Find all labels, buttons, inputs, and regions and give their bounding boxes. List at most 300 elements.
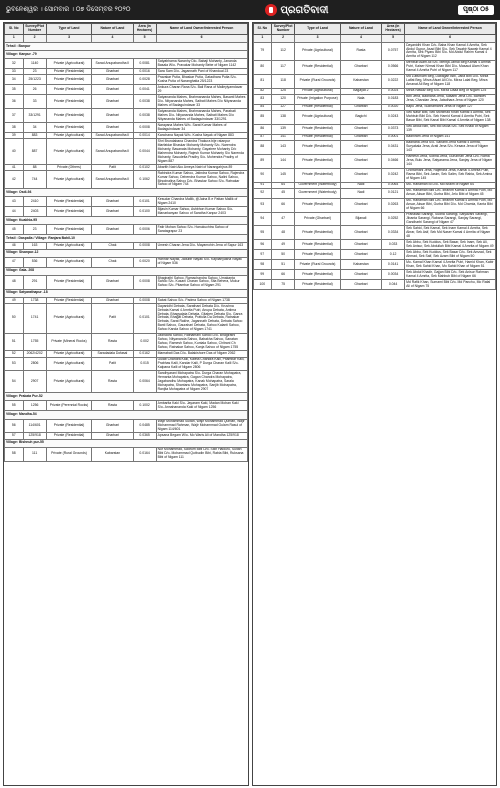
table-cell: 88 — [253, 140, 272, 154]
table-cell: Private (Residential) — [295, 104, 341, 110]
table-row — [253, 94, 496, 104]
table-cell: 90 — [253, 168, 272, 182]
column-index: 3 — [46, 34, 92, 42]
table-cell: Harihar Nayak, Jadubir Nayak S/o- Kapilanyakha Nayak of Nigam 536 — [156, 257, 247, 267]
table-cell: Bapu Jena, Sudhamanni Jena of Nigam 127 — [405, 104, 496, 110]
table-cell: 120 — [272, 94, 295, 104]
table-cell: 36 — [5, 95, 24, 109]
table-cell: Private (Residential) — [46, 419, 92, 433]
table-cell: Private (Irrigation Purpose) — [295, 94, 341, 104]
table-cell: Bijasin Kumar Sahoo, Ashbhon Kumar Sahoo S/o- Manarkanyan Sahoo of Saratha Kanpur 2403 — [156, 207, 247, 217]
column-header: Sl. No — [253, 24, 272, 35]
land-table-right — [253, 23, 497, 290]
table-cell: 883 — [23, 133, 46, 139]
table-cell: 52 — [5, 351, 24, 357]
column-index: 1 — [253, 34, 272, 42]
table-cell: Gharbari — [340, 240, 381, 250]
table-row — [253, 140, 496, 154]
table-cell: 23 — [23, 225, 46, 235]
table-cell: Gharbari — [92, 85, 133, 95]
table-cell: 49 — [5, 298, 24, 304]
table-cell: 47 — [5, 257, 24, 267]
table-cell: Bagichi — [340, 110, 381, 124]
table-cell: 0.0485 — [133, 419, 156, 433]
table-cell: Gharbari — [92, 419, 133, 433]
table-row — [5, 139, 248, 165]
table-cell: 66 — [272, 270, 295, 280]
table-cell: 1738 — [23, 298, 46, 304]
table-cell: Private (Rural Grounds) — [295, 74, 341, 88]
table-cell: Sara Sam D/o- Jagannath Pani of Khandual 23 — [156, 69, 247, 75]
table-cell: 43 — [5, 197, 24, 207]
table-cell: Private (Residential) — [295, 250, 341, 260]
section-label: Village: Sisanpur-12 — [5, 249, 248, 257]
table-row — [253, 154, 496, 168]
table-cell: 0.0252 — [382, 212, 405, 226]
table-cell: 92 — [253, 188, 272, 198]
table-cell: Bibi Jena, Badhana Jena, Sasanti Jena D/o- Bamdev Jena, Chandan Jena, Jatadhara Jena of Nigam 120 — [405, 94, 496, 104]
table-cell: Private (Residential) — [46, 433, 92, 439]
table-cell: Gharbari — [92, 433, 133, 439]
table-cell: Gharbari — [340, 104, 381, 110]
table-cell: 0.0222 — [382, 74, 405, 88]
table-cell: Kesudar Chandra Mallik, @Jaina B e Pattan Mallik of Nigam 2410 — [156, 197, 247, 207]
table-cell: Gharbari — [92, 298, 133, 304]
table-row — [253, 240, 496, 250]
table-row — [5, 257, 248, 267]
table-cell: Fatir Mohan Sahoo S/o- Hanukuchtra Sahoo of Saratagrapur 23 — [156, 225, 247, 235]
table-cell: Private (Residential) — [46, 275, 92, 289]
table-cell: Rasta — [92, 333, 133, 351]
table-cell: Chak — [92, 257, 133, 267]
table-cell: 0.0100 — [133, 207, 156, 217]
table-cell: 1741 — [23, 304, 46, 334]
table-cell: 0.0028 — [133, 75, 156, 85]
table-row — [5, 197, 248, 207]
table-cell: Nala — [340, 94, 381, 104]
table-cell: Satyabhama Naranhy Dio- Babaji Mohanty, Jananda Basala W/o- Pravakar Mohanty Bebe of Nigam 1142 — [156, 59, 247, 69]
column-index: 2 — [23, 34, 46, 42]
column-header: Nature of Land — [340, 24, 381, 35]
table-cell: 23 — [23, 69, 46, 75]
column-header: Survey/Plot Number — [23, 24, 46, 35]
table-cell: Sarad Anupabandha II — [92, 171, 133, 189]
table-cell: Nadi — [340, 188, 381, 198]
right-column — [252, 22, 498, 786]
table-cell: Gharbari — [92, 207, 133, 217]
table-cell: 47 — [272, 212, 295, 226]
table-cell: 0.0334 — [382, 226, 405, 240]
table-cell: Private (Residential) — [46, 298, 92, 304]
table-cell: 145 — [272, 168, 295, 182]
column-index: 5 — [382, 34, 405, 42]
table-cell: Sarad Anupabandha II — [92, 59, 133, 69]
table-row — [253, 280, 496, 290]
table-cell: 141 — [272, 134, 295, 140]
table-cell: Government (Waterbody) — [295, 188, 341, 198]
table-cell: Jadhadra Sahoo, Ratnamani Sahoo D/o- Bhagirathi Sahoo, Nityananda Sahoo, Babakha Sahoo, Sanatan Sahoo, Ramesh Sahoo, Kuntala Sahoo, Chitrani Ch Sahoo, Ratnakar Sahoo, Kanja Sahoo of Nigam 1755 — [156, 333, 247, 351]
table-cell: 93 — [253, 198, 272, 212]
table-cell: 0.0064 — [133, 371, 156, 393]
table-row — [5, 304, 248, 334]
table-cell: Private (Residential) — [46, 207, 92, 217]
table-cell: Private (Agricultural) — [46, 133, 92, 139]
table-cell: Private (Residential) — [46, 69, 92, 75]
column-header: Name of Land Owner/Interested Person — [405, 24, 496, 35]
table-cell: 2806 — [23, 357, 46, 371]
table-cell: Bhagirathi Sahoo, Ramachandra Sahoo, Umakanta Sahoo S/o- Kusani Charan Sahoo, Sita Behera, Mukur Sahoo S/o- Pitambar Sahoo of Nigam 291 — [156, 275, 247, 289]
table-cell: Mehbub Alam Ali S/o- Mehtja Jamal Beg Kamal 4 Amrita Putri, Kaiser Nirmal Khan Bibi D/o- Masaud Alam Khan Kamal 4 Amrita Putri of Nigam 117 — [405, 60, 496, 74]
table-cell: Private (Residential) — [46, 85, 92, 95]
section-label: Tehsil : Daspalla / Village: Ranjara Bahil-10 — [5, 235, 248, 243]
table-cell: Private (Residential) — [46, 225, 92, 235]
table-cell: Ramesh Jena, Sobha Jena, Gurubhari Jena D/o- Rama Jena, Bulu Jena, Satyarama Jena, Sanjay Jena of Nigam 144 — [405, 154, 496, 168]
table-cell: 0.044 — [382, 280, 405, 290]
table-cell: Patit — [92, 304, 133, 334]
table-cell: Kabarstan — [340, 260, 381, 270]
section-label: Village: Satyarathapur -18 — [5, 289, 248, 297]
table-cell: Government (Waterbody) — [295, 182, 341, 188]
table-cell: Gharbari — [340, 140, 381, 154]
table-cell: Private (Perennial Rocks) — [46, 401, 92, 411]
table-cell: 0.0164 — [133, 447, 156, 461]
table-cell: 0.12 — [382, 250, 405, 260]
table-cell: 2410 — [23, 197, 46, 207]
column-index: 4 — [340, 34, 381, 42]
table-cell: 0.0016 — [133, 69, 156, 75]
table-cell: Shri Brundabana Chandra Thakura bije ratanpur Marfatdar Bhaskar Mohanty Mohanty S/o- Narendra Mohanty, Basanata Mohanty, Gayatree Mohanty D/o Mahendra Mohanty, Rajesh Kumar Mohanty S/o Narenda Mohanty, Sasudelta Pradhy S/o- Mohendra Pradhy of Nigam 887 — [156, 139, 247, 165]
table-cell: 291 — [23, 275, 46, 289]
table-cell: 114/601 — [23, 419, 46, 433]
table-cell: 744 — [23, 171, 46, 189]
table-cell: Ankura Charan Rana S/o- Bali Rana of Malleyiyamdavar 29 — [156, 85, 247, 95]
table-cell: 87 — [253, 134, 272, 140]
column-header: Survey/Plot Number — [272, 24, 295, 35]
table-cell: 25/1223 — [23, 75, 46, 85]
column-index: 5 — [133, 34, 156, 42]
table-cell: 33 — [5, 69, 24, 75]
table-cell: Gharbari — [92, 75, 133, 85]
table-row — [253, 43, 496, 61]
table-cell: Md Lutfuniam Beg, Dabagah Bibi, Jaba Bibi D/o- Mirza Lalfat Beg, Mirza Afsari Ali D/o- Mirza Lalat Beg, Mirza Amanat Ali Beg of Nigam 118 — [405, 74, 496, 88]
section-label: Village: Mandha-54 — [5, 411, 248, 419]
table-cell: 33 — [23, 95, 46, 109]
column-header: Type of Land — [46, 24, 92, 35]
table-cell: Gharbari — [92, 275, 133, 289]
table-row — [5, 75, 248, 85]
table-cell: Gharbari — [340, 250, 381, 260]
table-cell: Private (Residential) — [46, 75, 92, 85]
table-cell: Md Rafik Khan, Sumami Bibi D/o- Md Panchu, Mo Rafal Ali of Nigam 75 — [405, 280, 496, 290]
table-cell: Umesh Charan Jena D/o- Mayamohin Jena of Sapur 163 — [156, 243, 247, 249]
table-cell: 1256 — [23, 401, 46, 411]
table-cell: Private (Residential) — [295, 168, 341, 182]
table-cell: Chintamani Jena, Rajendra Jena, Kamal 4 Amrita Putri, Rama Bibi, Sek Jasim, Sek Salim, Sek Rabia, Sek Amina of Nigam 145 — [405, 168, 496, 182]
section-label: Village: Prakata Pur-52 — [5, 393, 248, 401]
table-row — [5, 85, 248, 95]
table-cell: 99 — [253, 270, 272, 280]
table-row — [5, 207, 248, 217]
table-row — [253, 260, 496, 270]
table-cell: Private (Residential) — [295, 124, 341, 134]
table-cell: Gharbari — [92, 197, 133, 207]
table-cell: 144 — [272, 154, 295, 168]
table-cell: Rasta — [340, 43, 381, 61]
table-cell: 95 — [253, 226, 272, 240]
table-cell: 54 — [5, 371, 24, 393]
column-index: 4 — [92, 34, 133, 42]
table-cell: 0.0044 — [133, 139, 156, 165]
table-cell: 32 — [5, 59, 24, 69]
table-cell: 42 — [5, 171, 24, 189]
table-cell: Sek Sahid, Sek Kamal, Sek Inam Kamal 4 Amrita, Sek Abrar, Sek Asif, Sek Md Naser Kamal 4 Amrita of Nigam 48 — [405, 226, 496, 240]
table-cell: Mo- Rahaman Bi D/o- Md Israim of Nigam 64 — [405, 182, 496, 188]
table-cell: Ambarita Kaki S/o- Jayaram Kaki, Madan Mohan Kaki S/o- Annahananda Kaki of Nigam 1256 — [156, 401, 247, 411]
table-cell: 0.0101 — [133, 197, 156, 207]
table-cell: Gharbari — [340, 60, 381, 74]
table-cell: 49 — [272, 240, 295, 250]
brand-mark-icon — [265, 4, 277, 16]
table-cell: Sek Abbu, Sek Kuddus, Sek Basar D/o- Sek Amzad, Sek Ahmad, Sek Saif, Sek Azam Bibi of Nigam 50 — [405, 250, 496, 260]
table-cell: 0.0081 — [133, 59, 156, 69]
table-row — [5, 171, 248, 189]
table-cell: Sek Nasir Bibi, Sek Mohimad Khan Kamal 4 Amrita, Sek Mahbub Bibi D/o- Sek Hamid Kamal 4 Amrita Putri, Sek Basar Bibi, Sek Kanal Bibi Kamal 4 Amrita of Nigam 138 — [405, 110, 496, 124]
left-column — [3, 22, 249, 786]
table-cell: 0.0365 — [133, 433, 156, 439]
table-cell: Private (Residential) — [295, 280, 341, 290]
table-cell: 34 — [23, 123, 46, 133]
table-cell: Dayanidhi Khan D/o- Baba Khan Kamal 4 Amrita, Sek Abdul Gupur, Asad Bibi S/o- Sek Tasabir Nawab Kamal 4 Amrita, Sek Piyaru Bibi S/o- Md Abdul Rahim Kamal 4 Amrita of Nigam 112 — [405, 43, 496, 61]
table-cell: Badhiram Jena of Nigam 141 — [405, 134, 496, 140]
table-cell: Gharbari — [340, 124, 381, 134]
table-cell: 0.033 — [382, 240, 405, 250]
table-cell: 82 — [253, 88, 272, 94]
table-row — [5, 275, 248, 289]
table-row — [253, 60, 496, 74]
table-cell: 0.0020 — [382, 104, 405, 110]
table-cell: 0.1002 — [133, 401, 156, 411]
table-cell: 88 — [23, 165, 46, 171]
table-cell: 0.0020 — [133, 257, 156, 267]
table-cell: 163 — [23, 243, 46, 249]
table-cell: 79 — [253, 43, 272, 61]
table-cell: 50 — [5, 304, 24, 334]
table-cell: 0.0242 — [382, 168, 405, 182]
table-cell: 91 — [253, 182, 272, 188]
table-cell: Gharbari — [340, 198, 381, 212]
table-cell: 44 — [5, 207, 24, 217]
table-cell: 38 — [5, 123, 24, 133]
section-label: Village: Osdi-94 — [5, 188, 248, 196]
table-cell: Private (Others) — [46, 165, 92, 171]
table-row — [5, 419, 248, 433]
table-cell: Mo- Kamal Khan Kamal 4 Amrita Putri, Hamid Khan, Kabir Khan, Sek Sahid Khan, Mo Sahid Khan of Nigam 51 — [406, 259, 494, 268]
table-cell: Gharbari — [92, 95, 133, 109]
section-label: Village: Bishnuh pur-55 — [5, 439, 248, 447]
table-cell: 48 — [272, 226, 295, 240]
column-header: Name of Land Owner/Interested Person — [156, 24, 247, 35]
table-cell: 125 — [272, 88, 295, 94]
section-label: Village: Kanpur -79 — [5, 51, 248, 59]
table-row — [253, 188, 496, 198]
table-cell: Gharbari — [340, 270, 381, 280]
table-cell: 2907 — [23, 371, 46, 393]
table-cell: Private (Residential) — [295, 198, 341, 212]
table-cell: Private (Agricultural) — [46, 351, 92, 357]
table-cell: 0.0757 — [382, 43, 405, 61]
table-cell: Chak — [92, 243, 133, 249]
table-cell: Gharbari — [340, 226, 381, 240]
column-index: 3 — [295, 34, 341, 42]
section-label: Village: Kuakhia-95 — [5, 217, 248, 225]
table-cell: 117 — [272, 60, 295, 74]
table-cell: Gharbari — [340, 134, 381, 140]
table-cell: Gharbari — [92, 109, 133, 123]
land-table-left — [4, 23, 248, 462]
table-cell: 0.0162 — [133, 351, 156, 357]
table-cell: Private (Agricultural) — [295, 88, 341, 94]
table-cell: Rasta — [92, 401, 133, 411]
table-cell: 34 — [5, 75, 24, 85]
table-row — [253, 110, 496, 124]
table-cell: 0.0038 — [133, 95, 156, 109]
table-cell: 0.002 — [133, 333, 156, 351]
table-cell: 536 — [23, 257, 46, 267]
table-cell: Patit — [92, 357, 133, 371]
table-cell: Abarith Natri Ako Ameya Natri of Narangahjrus 89 — [156, 165, 247, 171]
table-cell: Gharbari — [340, 154, 381, 168]
column-index: 2 — [272, 34, 295, 42]
table-row — [253, 168, 496, 182]
brand-name: ପ୍ରଗତିବାଦୀ — [280, 4, 329, 16]
page-number: ପୃଷ୍ଠା ୦୫ — [458, 5, 494, 15]
table-row — [253, 198, 496, 212]
column-index: 6 — [405, 34, 496, 42]
table-cell: Mo- Rahaman Bibi D/o- Ibrahim Kamal 4 Amrita Putri, Mo Ansar, Aksar Bibi, Gurba Bibi, Jelu Bibi of Nigam 45 — [405, 188, 496, 198]
table-row — [253, 212, 496, 226]
column-header: Sl. No — [5, 24, 24, 35]
table-cell: Private (Agricultural) — [46, 357, 92, 371]
table-cell: 45 — [272, 188, 295, 198]
table-cell: 89 — [253, 154, 272, 168]
table-cell: 0.0466 — [382, 154, 405, 168]
table-row — [5, 357, 248, 371]
table-row — [5, 95, 248, 109]
table-cell: 0.0102 — [133, 165, 156, 171]
table-cell: 97 — [253, 250, 272, 260]
table-cell: Mirza Nawaz Beg S/o- Mirza Daaa Beg of Nigam 125 — [405, 88, 496, 94]
table-cell: Satyananda Mahes, Brahmananda Mahes, Basanti Mahes D/o- Nityananda Mahes, Saibati Mahes D/o Nityananda Mahes of Badaguindavar 33 — [157, 95, 246, 107]
table-cell: 83 — [253, 94, 272, 104]
table-cell: 40 — [5, 139, 24, 165]
table-cell: 57 — [5, 433, 24, 439]
table-cell: Sabat Sahoo S/o- Padma Sahoo of Nigam 1738 — [156, 298, 247, 304]
table-cell: 96 — [253, 240, 272, 250]
table-cell: Private (Agricultural) — [295, 110, 341, 124]
table-cell: 0.0008 — [133, 123, 156, 133]
table-cell: Private (Residential) — [295, 134, 341, 140]
table-cell: 2062/4202 — [23, 351, 46, 357]
table-cell: Sarad Anupabandha II — [92, 133, 133, 139]
table-cell: 33/1291 — [23, 109, 46, 123]
column-index: 1 — [5, 34, 24, 42]
table-row — [253, 250, 496, 260]
table-cell: Private (Agricultural) — [46, 139, 92, 165]
table-cell: Patit — [92, 165, 133, 171]
table-cell: 0.0008 — [133, 243, 156, 249]
table-cell: Saradadala Dofasal — [92, 351, 133, 357]
table-cell: 85 — [253, 110, 272, 124]
table-row — [253, 124, 496, 134]
table-cell: Mo- Rahaman Bibi D/o- Ibrahim Kamal 4 Amrita Putri, Mo Ansar, Aksar Bibi, Gurba Bibi D/o- Md Chamia, Kanta Bibi of Nigam 66 — [405, 198, 496, 212]
table-cell: 112 — [272, 43, 295, 61]
column-header: Nature of Land — [92, 24, 133, 35]
column-header: Area (in Hectares) — [382, 24, 405, 35]
table-cell: Kanchana Nayak W/o- Kusha Nayak of Nigam 883 — [156, 133, 247, 139]
table-cell: Private (Rural Grounds) — [295, 260, 341, 270]
table-cell: 46 — [5, 243, 24, 249]
table-cell: Private (Residential) — [295, 140, 341, 154]
table-row — [5, 225, 248, 235]
table-cell: 50 — [272, 250, 295, 260]
table-cell: 48 — [5, 275, 24, 289]
table-cell: 0.0024 — [382, 88, 405, 94]
table-cell: 0.1062 — [133, 171, 156, 189]
table-cell: 127 — [272, 104, 295, 110]
table-cell: Nur Mohammad, Sadrum Bibi D/o- Sikh Haiduru, Sultan Bibi D/o- Mohammad Qutbudin Bibi, Rabia Bibi, Ruksana Bibi of Nigam 111 — [156, 447, 247, 461]
table-cell: Private (Agricultural) — [295, 43, 341, 61]
table-cell: 0.0431 — [382, 140, 405, 154]
table-cell: Bijanali — [340, 212, 381, 226]
table-cell: 0.0263 — [382, 198, 405, 212]
table-cell: 39 — [5, 133, 24, 139]
table-row — [5, 109, 248, 123]
table-cell: 0.0121 — [382, 188, 405, 198]
table-cell: 0.0183 — [382, 94, 405, 104]
table-cell: Bagayat 2 — [340, 88, 381, 94]
table-cell: 98 — [253, 260, 272, 270]
table-cell: 75 — [272, 280, 295, 290]
table-cell: 125/918 — [23, 433, 46, 439]
section-label: Village: Gala- 208 — [5, 267, 248, 275]
table-row — [253, 226, 496, 240]
table-cell: Private (Residential) — [295, 240, 341, 250]
table-cell: Apsana Begam W/o- Mo Waris Ali of Mandha 125/918 — [156, 433, 247, 439]
table-cell: 143 — [272, 140, 295, 154]
table-cell: Narayana Mahes W/o- Sarat Kumar Mahes of Badaguindavar 34 — [156, 123, 247, 133]
table-row — [253, 270, 496, 280]
table-cell: Sarad Anupabandha II — [92, 139, 133, 165]
table-cell: 35 — [5, 85, 24, 95]
table-cell: Gharbari — [340, 168, 381, 182]
table-cell: 0.0243 — [382, 110, 405, 124]
table-cell: 66 — [272, 198, 295, 212]
table-cell: Wajir Mohammad Sultan, Wajir Mohammad Qurban, Wajir Mohammad Rahman, Wajir Mohammad Gulam Rasul of Nigam 114/601 — [156, 419, 247, 433]
table-cell: Private (Residential) — [46, 109, 92, 123]
table-cell: Satyananda Mahes, Brahmananda Mahes, Parabati Mahes D/o- Nityananda Mahes, Saibati Mahes D/o Nityananda Mahes of Badaguindavar 33/1291 — [156, 109, 247, 123]
table-cell: Sek Abbu, Sek Kuddus, Sek Basar, Sek Inam, Sek Ali, Sek Anisur, Sek Abdullah Bibi Kamal 4 Amrita of Nigam 49 — [406, 239, 494, 248]
table-cell: Private (Agricultural) — [46, 171, 92, 189]
table-cell: Sek Abdul Bibi, Sek Md Mulla S/o- Sek Khadi of Nigam 139 — [405, 124, 496, 134]
table-cell: Gharbari — [340, 280, 381, 290]
table-cell: 0.0014 — [133, 133, 156, 139]
table-row — [253, 74, 496, 88]
table-cell: 2403 — [23, 207, 46, 217]
table-row — [5, 59, 248, 69]
table-cell: Private (Residential) — [295, 60, 341, 74]
table-cell: Prahallad Sarangi, Sudha Sarangi, Satyavani Sarangi, Jibanta Sarangi, Rabana Sarangi, Sanjay Sarangi, Gandharbi Sarangi of Nigam 47 — [405, 212, 496, 226]
table-cell: 887 — [23, 139, 46, 165]
